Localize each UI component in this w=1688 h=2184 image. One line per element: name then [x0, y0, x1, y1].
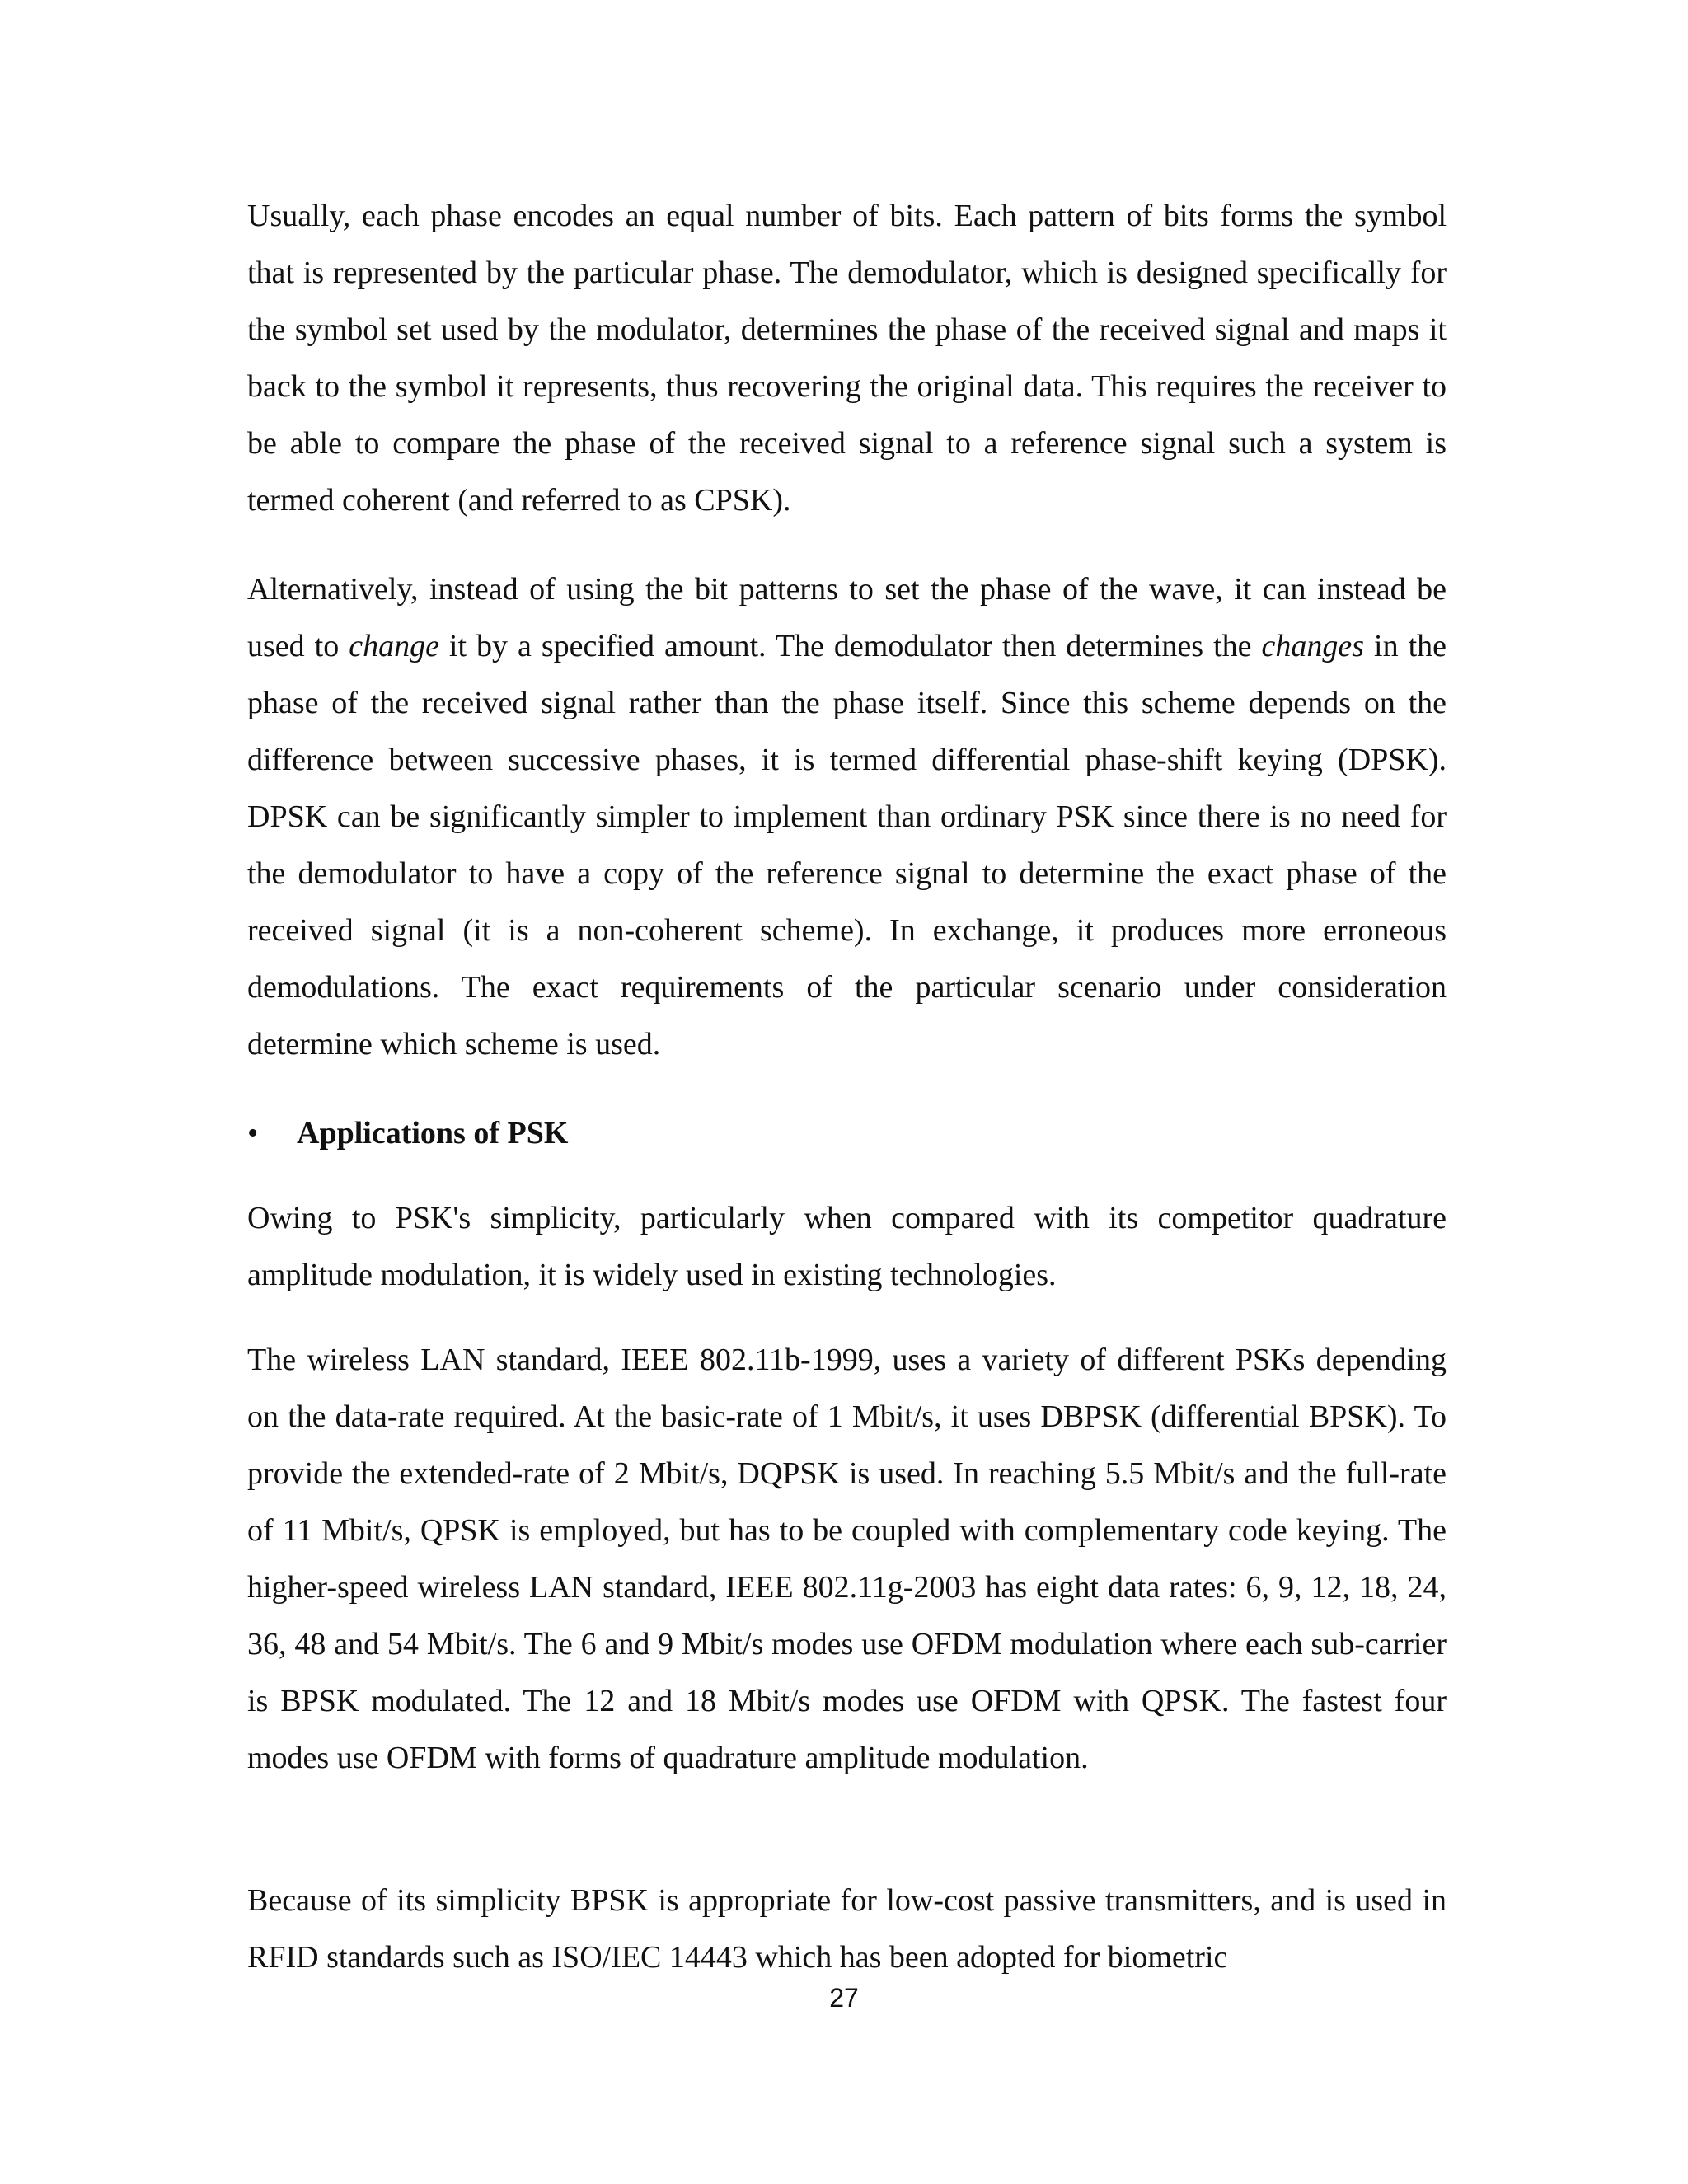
paragraph-dpsk [247, 561, 1447, 1073]
page-number: 27 [829, 1983, 859, 2013]
text-run: it by a specified amount. The demodulator then determines the [438, 629, 1262, 663]
emphasis-change: change [349, 629, 439, 663]
paragraph-text: Owing to PSK's simplicity, particularly when compared with its competitor quadrature amplitude modulation, it is widely used in existing technologies. [247, 1201, 1447, 1292]
bullet-icon: • [247, 1116, 259, 1151]
paragraph-text: Usually, each phase encodes an equal number of bits. Each pattern of bits forms the symbol that is represented by the particular phase. The demodulator, which is designed specifically for the symbol set used by the modulator, determines the phase of the received signal and maps it back to the symbol it represents, thus recovering the original data. This requires the receiver to be able to compare the phase of the received signal to a reference signal such a system is termed coherent (and referred to as CPSK). [247, 199, 1447, 518]
heading-text: Applications of PSK [297, 1116, 569, 1151]
paragraph-text: The wireless LAN standard, IEEE 802.11b-1999, uses a variety of different PSKs depending on the data-rate required. At the basic-rate of 1 Mbit/s, it uses DBPSK (differential BPSK). To provide the extended-rate of 2 Mbit/s, DQPSK is used. In reaching 5.5 Mbit/s and the full-rate of 11 Mbit/s, QPSK is employed, but has to be coupled with complementary code keying. The higher-speed wireless LAN standard, IEEE 802.11g-2003 has eight data rates: 6, 9, 12, 18, 24, 36, 48 and 54 Mbit/s. The 6 and 9 Mbit/s modes use OFDM modulation where each sub-carrier is BPSK modulated. The 12 and 18 Mbit/s modes use OFDM with QPSK. The fastest four modes use OFDM with forms of quadrature amplitude modulation. [247, 1343, 1447, 1775]
paragraph-wireless-lan [247, 1332, 1447, 1787]
text-run: Alternatively, instead of using the bit patterns to set the phase of the wave, it can instead be used to [247, 572, 1447, 663]
paragraph-text: Because of its simplicity BPSK is appropriate for low-cost passive transmitters, and is used in RFID standards such as ISO/IEC 14443 which has been adopted for biometric [247, 1883, 1447, 1975]
section-heading-applications [247, 1105, 1447, 1162]
paragraph-text [247, 561, 1447, 1073]
text-run: in the phase of the received signal rather than the phase itself. Since this scheme depends on the difference between successive phases, it is termed differential phase-shift keying (DPSK). DPSK can be significantly simpler to implement than ordinary PSK since there is no need for the demodulator to have a copy of the reference signal to determine the exact phase of the received signal (it is a non-coherent scheme). In exchange, it produces more erroneous demodulations. The exact requirements of the particular scenario under consideration determine which scheme is used. [247, 629, 1447, 1062]
emphasis-changes: changes [1261, 629, 1365, 663]
paragraph-psk-simplicity [247, 1190, 1447, 1304]
paragraph-coherent-psk [247, 188, 1447, 529]
paragraph-bpsk-rfid [247, 1872, 1447, 1986]
